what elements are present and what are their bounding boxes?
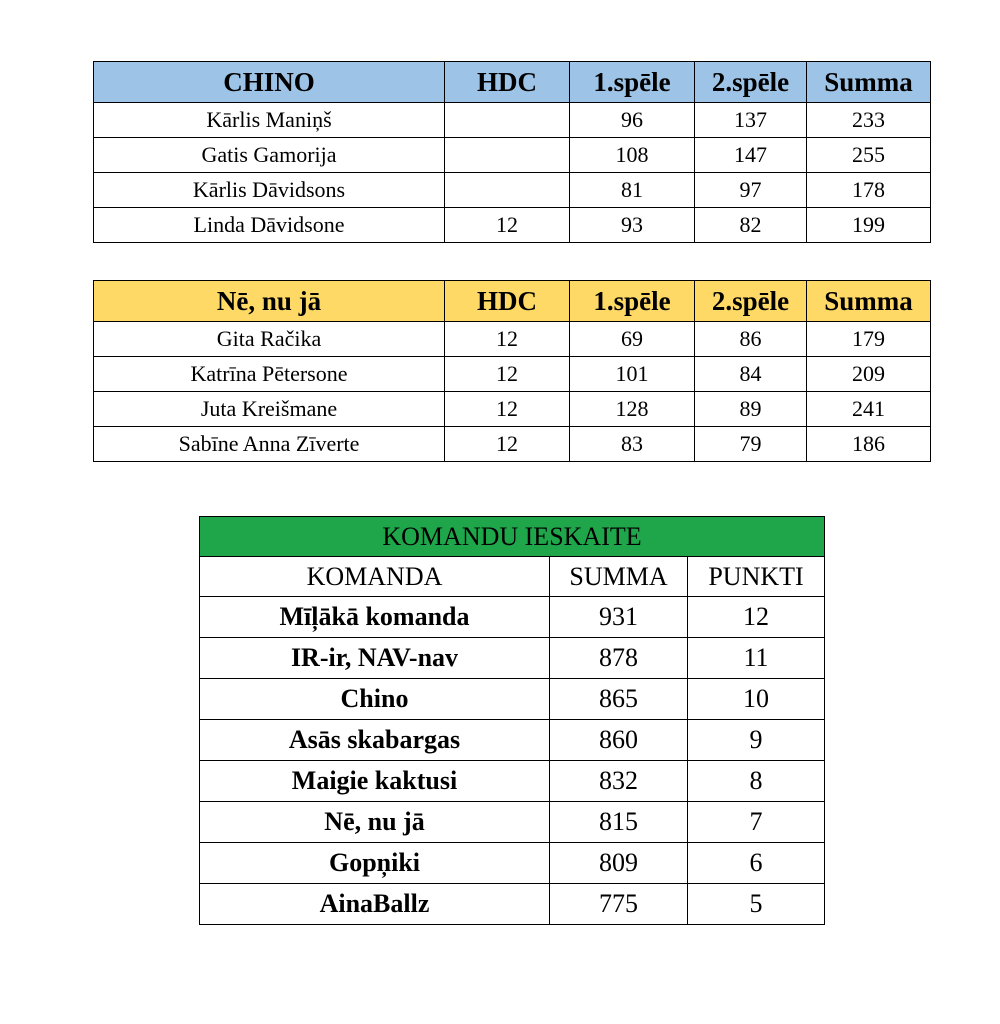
- game2-cell: 137: [695, 103, 807, 138]
- table-row: [200, 843, 825, 884]
- team-name: Maigie kaktusi: [200, 761, 550, 802]
- table-row: [200, 720, 825, 761]
- game2-cell: 147: [695, 138, 807, 173]
- column-header-team: KOMANDA: [200, 557, 550, 597]
- table-row: [94, 357, 931, 392]
- column-header-game2: 2.spēle: [695, 281, 807, 322]
- game2-cell: 84: [695, 357, 807, 392]
- table-row: [94, 138, 931, 173]
- hdc-cell: 12: [445, 208, 570, 243]
- summa-cell: 860: [550, 720, 688, 761]
- hdc-cell: [445, 103, 570, 138]
- player-name: Gita Račika: [94, 322, 445, 357]
- column-header-hdc: HDC: [445, 281, 570, 322]
- column-header-game2: 2.spēle: [695, 62, 807, 103]
- hdc-cell: [445, 173, 570, 208]
- summa-cell: 865: [550, 679, 688, 720]
- hdc-cell: 12: [445, 357, 570, 392]
- punkti-cell: 10: [688, 679, 825, 720]
- team-name: Nē, nu jā: [200, 802, 550, 843]
- summa-cell: 775: [550, 884, 688, 925]
- table-row: [94, 173, 931, 208]
- column-header-hdc: HDC: [445, 62, 570, 103]
- hdc-cell: 12: [445, 427, 570, 462]
- team-standings-table: [199, 516, 825, 925]
- table-row: [200, 679, 825, 720]
- summa-cell: 832: [550, 761, 688, 802]
- sum-cell: 179: [807, 322, 931, 357]
- game1-cell: 96: [570, 103, 695, 138]
- column-header-game1: 1.spēle: [570, 281, 695, 322]
- game1-cell: 69: [570, 322, 695, 357]
- hdc-cell: [445, 138, 570, 173]
- sum-cell: 186: [807, 427, 931, 462]
- team-name: Mīļākā komanda: [200, 597, 550, 638]
- team-table-header: [94, 281, 931, 322]
- team-table-chino: [93, 61, 931, 243]
- table-row: [94, 208, 931, 243]
- table-row: [94, 103, 931, 138]
- summa-cell: 809: [550, 843, 688, 884]
- team-name: IR-ir, NAV-nav: [200, 638, 550, 679]
- player-name: Sabīne Anna Zīverte: [94, 427, 445, 462]
- table-row: [94, 322, 931, 357]
- player-name: Kārlis Maniņš: [94, 103, 445, 138]
- team-name-header: CHINO: [94, 62, 445, 103]
- player-name: Gatis Gamorija: [94, 138, 445, 173]
- standings-column-header-row: [200, 557, 825, 597]
- column-header-punkti: PUNKTI: [688, 557, 825, 597]
- sum-cell: 241: [807, 392, 931, 427]
- table-row: [94, 392, 931, 427]
- punkti-cell: 5: [688, 884, 825, 925]
- column-header-sum: Summa: [807, 62, 931, 103]
- column-header-summa: SUMMA: [550, 557, 688, 597]
- table-row: [200, 884, 825, 925]
- game2-cell: 86: [695, 322, 807, 357]
- table-row: [200, 597, 825, 638]
- standings-title: KOMANDU IESKAITE: [200, 517, 825, 557]
- game1-cell: 83: [570, 427, 695, 462]
- team-name: Asās skabargas: [200, 720, 550, 761]
- game1-cell: 93: [570, 208, 695, 243]
- team-name: AinaBallz: [200, 884, 550, 925]
- punkti-cell: 9: [688, 720, 825, 761]
- player-name: Katrīna Pētersone: [94, 357, 445, 392]
- game1-cell: 128: [570, 392, 695, 427]
- summa-cell: 878: [550, 638, 688, 679]
- game2-cell: 89: [695, 392, 807, 427]
- team-table-ne-nu-ja: [93, 280, 931, 462]
- game2-cell: 82: [695, 208, 807, 243]
- table-row: [200, 638, 825, 679]
- player-name: Kārlis Dāvidsons: [94, 173, 445, 208]
- team-name: Chino: [200, 679, 550, 720]
- summa-cell: 815: [550, 802, 688, 843]
- team-name-header: Nē, nu jā: [94, 281, 445, 322]
- hdc-cell: 12: [445, 392, 570, 427]
- column-header-game1: 1.spēle: [570, 62, 695, 103]
- sum-cell: 233: [807, 103, 931, 138]
- sum-cell: 209: [807, 357, 931, 392]
- player-name: Linda Dāvidsone: [94, 208, 445, 243]
- standings-title-row: [200, 517, 825, 557]
- sum-cell: 199: [807, 208, 931, 243]
- game1-cell: 108: [570, 138, 695, 173]
- summa-cell: 931: [550, 597, 688, 638]
- team-table-header: [94, 62, 931, 103]
- table-row: [200, 802, 825, 843]
- table-row: [94, 427, 931, 462]
- team-name: Gopņiki: [200, 843, 550, 884]
- punkti-cell: 12: [688, 597, 825, 638]
- game2-cell: 97: [695, 173, 807, 208]
- punkti-cell: 11: [688, 638, 825, 679]
- table-row: [200, 761, 825, 802]
- player-name: Juta Kreišmane: [94, 392, 445, 427]
- punkti-cell: 8: [688, 761, 825, 802]
- sum-cell: 178: [807, 173, 931, 208]
- column-header-sum: Summa: [807, 281, 931, 322]
- hdc-cell: 12: [445, 322, 570, 357]
- game1-cell: 101: [570, 357, 695, 392]
- punkti-cell: 7: [688, 802, 825, 843]
- punkti-cell: 6: [688, 843, 825, 884]
- game1-cell: 81: [570, 173, 695, 208]
- sum-cell: 255: [807, 138, 931, 173]
- game2-cell: 79: [695, 427, 807, 462]
